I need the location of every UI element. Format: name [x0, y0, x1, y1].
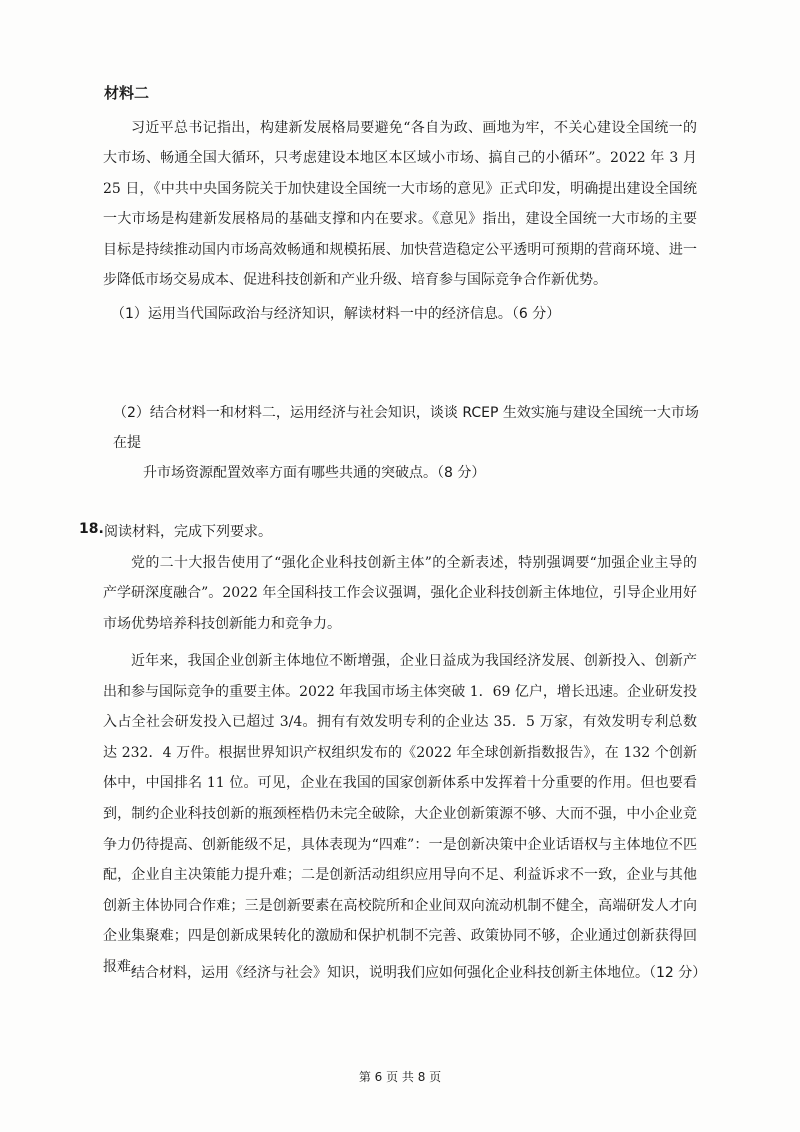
question-17-2-line2: 升市场资源配置效率方面有哪些共通的突破点。（8 分） — [143, 465, 486, 481]
question-17-2 — [113, 398, 703, 488]
question-18-paragraph-2: 近年来，我国企业创新主体地位不断增强，企业日益成为我国经济发展、创新投入、创新产出和参与国际竞争的重要主体。2022 年我国市场主体突破 1．69 亿户，增长迅速。企业研发投入占全社会研发投入已超过 3/4。拥有有效发明专利的企业达 35．5 万家，有效发明专利总数达 232．4 万件。根据世界知识产权组织发布的《2022 年全球创新指数报告》，在 132 个创新体中，中国排名 11 位。可见，企业在我国的国家创新体系中发挥着十分重要的作用。但也要看到，制约企业科技创新的瓶颈桎梏仍未完全破除，大企业创新策源不够、大而不强，中小企业竞争力仍待提高、创新能级不足，具体表现为“四难”：一是创新决策中企业话语权与主体地位不匹配，企业自主决策能力提升难；二是创新活动组织应用导向不足、利益诉求不一致，企业与其他创新主体协同合作难；三是创新要素在高校院所和企业间双向流动机制不健全，高端研发人才向企业集聚难；四是创新成果转化的激励和保护机制不完善、政策协同不够，企业通过创新获得回报难。 — [103, 653, 697, 975]
question-17-1: （1）运用当代国际政治与经济知识，解读材料一中的经济信息。（6 分） — [111, 306, 561, 322]
material2-text: 习近平总书记指出，构建新发展格局要避免“各自为政、画地为牢，不关心建设全国统一的大市场、畅通全国大循环，只考虑建设本地区本区域小市场、搞自己的小循环”。2022 年 3 月 25 日，《中共中央国务院关于加快建设全国统一大市场的意见》正式印发，明确提出建设全国统一大市场是构建新发展格局的基础支撑和内在要求。《意见》指出，建设全国统一大市场的主要目标是持续推动国内市场高效畅通和规模拓展、加快营造稳定公平透明可预期的营商环境、进一步降低市场交易成本、促进科技创新和产业升级、培育参与国际竞争合作新优势。 — [103, 120, 697, 289]
page-footer: 第 6 页 共 8 页 — [358, 1070, 442, 1084]
question-18-paragraph-1: 党的二十大报告使用了“强化企业科技创新主体”的全新表述，特别强调要“加强企业主导的产学研深度融合”。2022 年全国科技工作会议强调，强化企业科技创新主体地位，引导企业用好市场优势培养科技创新能力和竞争力。 — [103, 555, 697, 632]
question-18-title: 阅读材料，完成下列要求。 — [104, 524, 272, 540]
question-17-2-line1: （2）结合材料一和材料二，运用经济与社会知识，谈谈 RCEP 生效实施与建设全国统一大市场在提 — [113, 405, 699, 451]
question-18-task: 结合材料，运用《经济与社会》知识，说明我们应如何强化企业科技创新主体地位。（12 分） — [131, 965, 707, 981]
material2-heading: 材料二 — [104, 84, 150, 102]
question-18-number: 18. — [79, 521, 104, 537]
